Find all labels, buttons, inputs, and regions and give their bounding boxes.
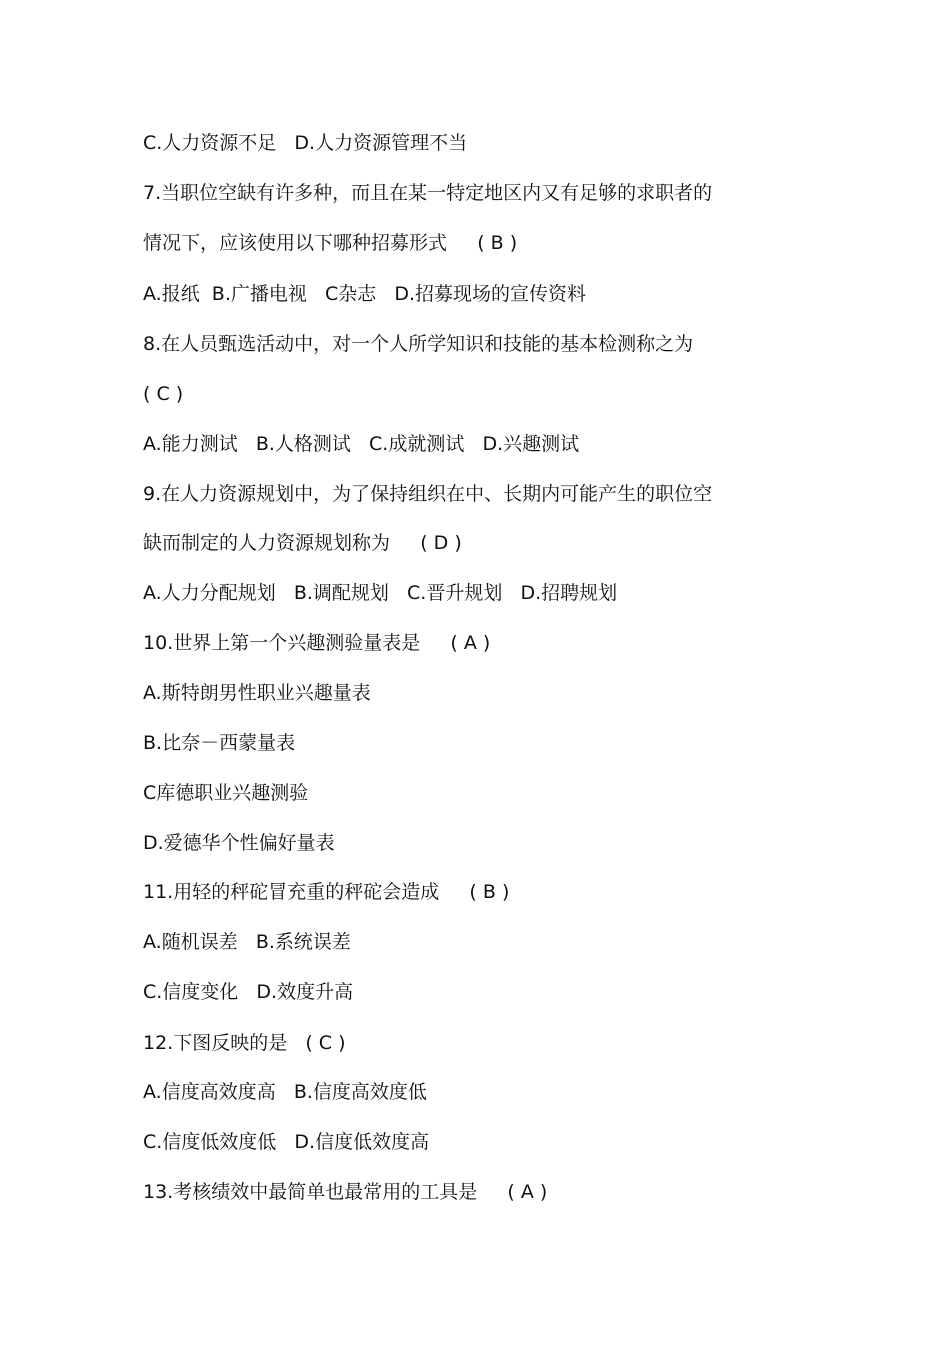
question-12-options-ab: A.信度高效度高 B.信度高效度低: [143, 1081, 427, 1103]
question-11-options-cd: C.信度变化 D.效度升高: [143, 981, 354, 1003]
question-10-option-c: C库德职业兴趣测验: [143, 782, 309, 804]
question-10-option-a: A.斯特朗男性职业兴趣量表: [143, 682, 371, 704]
question-7-options: A.报纸 B.广播电视 C杂志 D.招募现场的宣传资料: [143, 283, 587, 305]
question-8-options: A.能力测试 B.人格测试 C.成就测试 D.兴趣测试: [143, 433, 580, 455]
question-7-line-1: 7.当职位空缺有许多种，而且在某一特定地区内又有足够的求职者的: [143, 182, 713, 204]
question-8-line-1: 8.在人员甄选活动中，对一个人所学知识和技能的基本检测称之为: [143, 333, 694, 355]
question-10: 10.世界上第一个兴趣测验量表是 ( A ): [143, 632, 491, 654]
question-10-option-d: D.爱德华个性偏好量表: [143, 832, 335, 854]
option-line: C.人力资源不足 D.人力资源管理不当: [143, 132, 468, 154]
question-12-options-cd: C.信度低效度低 D.信度低效度高: [143, 1131, 430, 1153]
question-13: 13.考核绩效中最简单也最常用的工具是 ( A ): [143, 1181, 548, 1203]
question-9-line-1: 9.在人力资源规划中，为了保持组织在中、长期内可能产生的职位空: [143, 483, 713, 505]
question-7-line-2: 情况下，应该使用以下哪种招募形式 ( B ): [143, 232, 518, 254]
question-8-answer: ( C ): [143, 383, 184, 405]
question-9-options: A.人力分配规划 B.调配规划 C.晋升规划 D.招聘规划: [143, 582, 618, 604]
question-11-options-ab: A.随机误差 B.系统误差: [143, 931, 351, 953]
question-11: 11.用轻的秤砣冒充重的秤砣会造成 ( B ): [143, 881, 510, 903]
question-10-option-b: B.比奈－西蒙量表: [143, 732, 296, 754]
question-12: 12.下图反映的是 ( C ): [143, 1032, 346, 1054]
question-9-line-2: 缺而制定的人力资源规划称为 ( D ): [143, 532, 462, 554]
